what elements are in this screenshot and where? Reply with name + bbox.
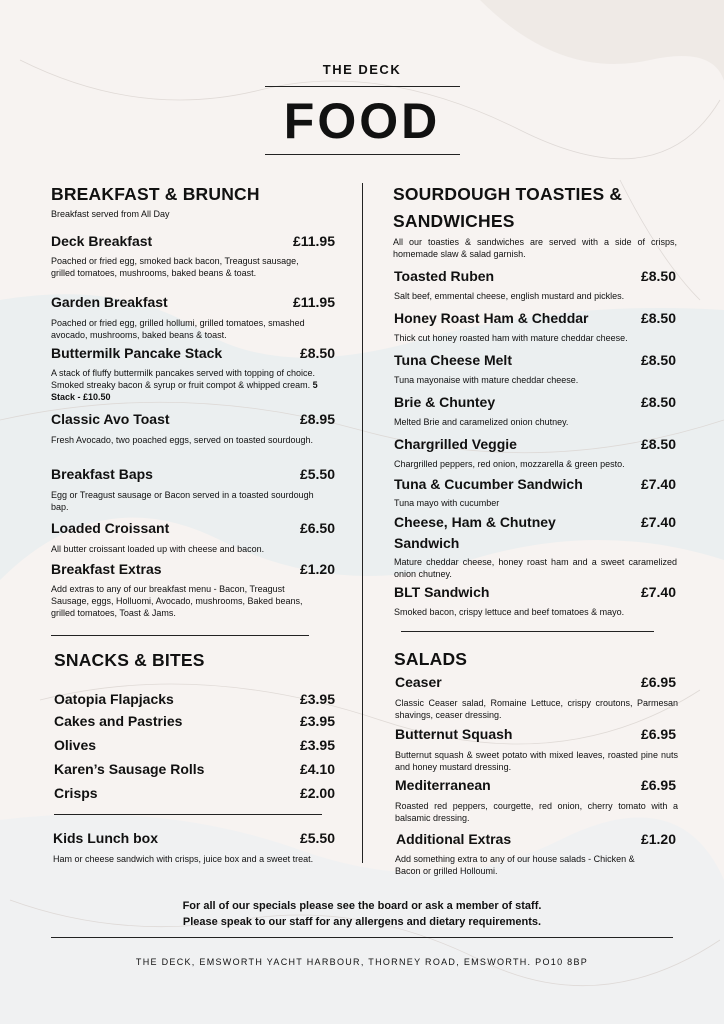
menu-item-desc: Add something extra to any of our house salads - Chicken & Bacon or grilled Holloumi. bbox=[395, 854, 635, 876]
menu-item-name-line2: Sandwich bbox=[394, 535, 460, 551]
sandwiches-title-line1: SOURDOUGH TOASTIES & bbox=[393, 184, 623, 204]
menu-item-name: Brie & Chuntey bbox=[394, 394, 496, 410]
menu-item-desc: Add extras to any of our breakfast menu - Bacon, Treagust Sausage, eggs, Holluomi, Avocado, mushrooms, Baked beans, grilled tomatoes, Toast & Jams. bbox=[51, 584, 303, 618]
menu-item-price: £1.20 bbox=[299, 561, 335, 577]
menu-item-desc: Poached or fried egg, grilled hollumi, grilled tomatoes, smashed avocado, mushrooms, baked beans & toast. bbox=[51, 318, 305, 340]
breakfast-subtitle: Breakfast served from All Day bbox=[51, 209, 170, 219]
menu-item-price: £2.00 bbox=[299, 785, 335, 801]
menu-item-desc: Melted Brie and caramelized onion chutney. bbox=[394, 417, 569, 427]
menu-item-price: £7.40 bbox=[640, 514, 676, 530]
menu-item-desc: Egg or Treagust sausage or Bacon served in a toasted sourdough bap. bbox=[51, 490, 314, 512]
menu-item-desc-extra: 5 Stack - £10.50 bbox=[51, 380, 318, 402]
menu-item-name: Kids Lunch box bbox=[53, 830, 158, 846]
menu-item-name: Additional Extras bbox=[396, 831, 512, 847]
menu-item-desc: Roasted red peppers, courgette, red onion, cherry tomato with a balsamic dressing. bbox=[395, 801, 678, 823]
salads-title: SALADS bbox=[394, 649, 468, 669]
menu-item-desc: All butter croissant loaded up with cheese and bacon. bbox=[51, 544, 265, 554]
menu-item-price: £8.50 bbox=[299, 345, 335, 361]
menu-item-name: Deck Breakfast bbox=[51, 233, 153, 249]
menu-item-desc: Tuna mayonaise with mature cheddar cheese. bbox=[394, 375, 579, 385]
footer-note-allergens: Please speak to our staff for any allergens and dietary requirements. bbox=[182, 916, 542, 928]
menu-item-desc: Classic Ceaser salad, Romaine Lettuce, crispy croutons, Parmesan shavings, ceaser dressing. bbox=[395, 698, 678, 720]
menu-item-desc: Tuna mayo with cucumber bbox=[394, 498, 500, 508]
menu-item-name: Ceaser bbox=[395, 674, 442, 690]
menu-item-price: £8.50 bbox=[640, 310, 676, 326]
breakfast-title: BREAKFAST & BRUNCH bbox=[51, 184, 260, 204]
menu-item-name: Chargrilled Veggie bbox=[394, 436, 517, 452]
menu-item-name: Mediterranean bbox=[395, 777, 491, 793]
menu-item-name: BLT Sandwich bbox=[394, 584, 490, 600]
menu-item-price: £3.95 bbox=[299, 691, 335, 707]
menu-item-name: Toasted Ruben bbox=[394, 268, 495, 284]
snacks-title: SNACKS & BITES bbox=[54, 650, 205, 670]
menu-item-name: Buttermilk Pancake Stack bbox=[51, 345, 223, 361]
menu-item-name: Garden Breakfast bbox=[51, 294, 168, 310]
menu-item-price: £11.95 bbox=[292, 233, 335, 249]
menu-item-desc: Salt beef, emmental cheese, english mustard and pickles. bbox=[394, 291, 625, 301]
menu-item-price: £8.95 bbox=[299, 411, 335, 427]
menu-item-price: £5.50 bbox=[299, 466, 335, 482]
menu-item-name: Karen’s Sausage Rolls bbox=[54, 761, 205, 777]
footer-notes bbox=[0, 898, 724, 930]
menu-item-name: Oatopia Flapjacks bbox=[54, 691, 174, 707]
menu-item-price: £8.50 bbox=[640, 436, 676, 452]
menu-item-price: £5.50 bbox=[299, 830, 335, 846]
menu-item-price: £11.95 bbox=[292, 294, 335, 310]
menu-item-price: £7.40 bbox=[640, 584, 676, 600]
menu-item-name-line1: Cheese, Ham & Chutney bbox=[394, 514, 556, 530]
menu-item-price: £6.95 bbox=[640, 777, 676, 793]
header-rule-top bbox=[265, 86, 460, 87]
menu-item-desc: Mature cheddar cheese, honey roast ham and a sweet caramelized onion chutney. bbox=[394, 557, 677, 579]
menu-item-desc: Poached or fried egg, smoked back bacon, Treagust sausage, grilled tomatoes, mushrooms, baked beans & toast. bbox=[51, 256, 299, 278]
menu-item-name: Butternut Squash bbox=[395, 726, 513, 742]
venue-address: THE DECK, EMSWORTH YACHT HARBOUR, THORNEY ROAD, EMSWORTH. PO10 8BP bbox=[135, 957, 589, 967]
menu-item-desc: Chargrilled peppers, red onion, mozzarella & green pesto. bbox=[394, 459, 625, 469]
menu-title: FOOD bbox=[283, 93, 441, 149]
menu-item-name: Breakfast Baps bbox=[51, 466, 153, 482]
section-rule bbox=[51, 635, 309, 636]
menu-item-desc: Fresh Avocado, two poached eggs, served on toasted sourdough. bbox=[51, 435, 314, 445]
menu-item-price: £1.20 bbox=[640, 831, 676, 847]
sandwiches-title-line2: SANDWICHES bbox=[393, 211, 515, 231]
menu-item-name: Olives bbox=[54, 737, 97, 753]
menu-item-name: Crisps bbox=[54, 785, 98, 801]
menu-item-desc-text: A stack of fluffy buttermilk pancakes served with topping of choice. Smoked streaky bacon & syrup or fruit compot & whipped cream. bbox=[51, 368, 315, 390]
menu-item-name: Honey Roast Ham & Cheddar bbox=[394, 310, 589, 326]
header-rule-bottom bbox=[265, 154, 460, 155]
menu-item-desc: Smoked bacon, crispy lettuce and beef tomatoes & mayo. bbox=[394, 607, 625, 617]
menu-item-name: Classic Avo Toast bbox=[51, 411, 170, 427]
menu-item-name: Breakfast Extras bbox=[51, 561, 162, 577]
menu-item-desc: Thick cut honey roasted ham with mature cheddar cheese. bbox=[394, 333, 628, 343]
menu-item-name: Tuna & Cucumber Sandwich bbox=[394, 476, 583, 492]
menu-item-desc: Ham or cheese sandwich with crisps, juice box and a sweet treat. bbox=[53, 854, 314, 864]
menu-item-price: £6.95 bbox=[640, 726, 676, 742]
menu-item-desc bbox=[51, 367, 321, 403]
menu-item-name: Cakes and Pastries bbox=[54, 713, 183, 729]
menu-item-price: £4.10 bbox=[299, 761, 335, 777]
footer-note-specials: For all of our specials please see the board or ask a member of staff. bbox=[182, 900, 542, 912]
section-rule bbox=[54, 814, 322, 815]
menu-item-price: £7.40 bbox=[640, 476, 676, 492]
menu-item-price: £3.95 bbox=[299, 737, 335, 753]
footer-rule bbox=[51, 937, 673, 938]
column-divider bbox=[362, 183, 363, 863]
menu-item-price: £8.50 bbox=[640, 352, 676, 368]
menu-item-desc: Butternut squash & sweet potato with mixed leaves, roasted pine nuts and honey mustard dressing. bbox=[395, 750, 678, 772]
menu-item-price: £6.95 bbox=[640, 674, 676, 690]
menu-item-name: Tuna Cheese Melt bbox=[394, 352, 512, 368]
section-rule bbox=[401, 631, 654, 632]
menu-item-name: Loaded Croissant bbox=[51, 520, 170, 536]
menu-item-price: £8.50 bbox=[640, 268, 676, 284]
menu-item-price: £6.50 bbox=[299, 520, 335, 536]
venue-name: THE DECK bbox=[322, 62, 402, 77]
sandwiches-subtitle: All our toasties & sandwiches are served with a side of crisps, homemade slaw & salad garnish. bbox=[393, 237, 677, 259]
menu-item-price: £3.95 bbox=[299, 713, 335, 729]
menu-item-price: £8.50 bbox=[640, 394, 676, 410]
